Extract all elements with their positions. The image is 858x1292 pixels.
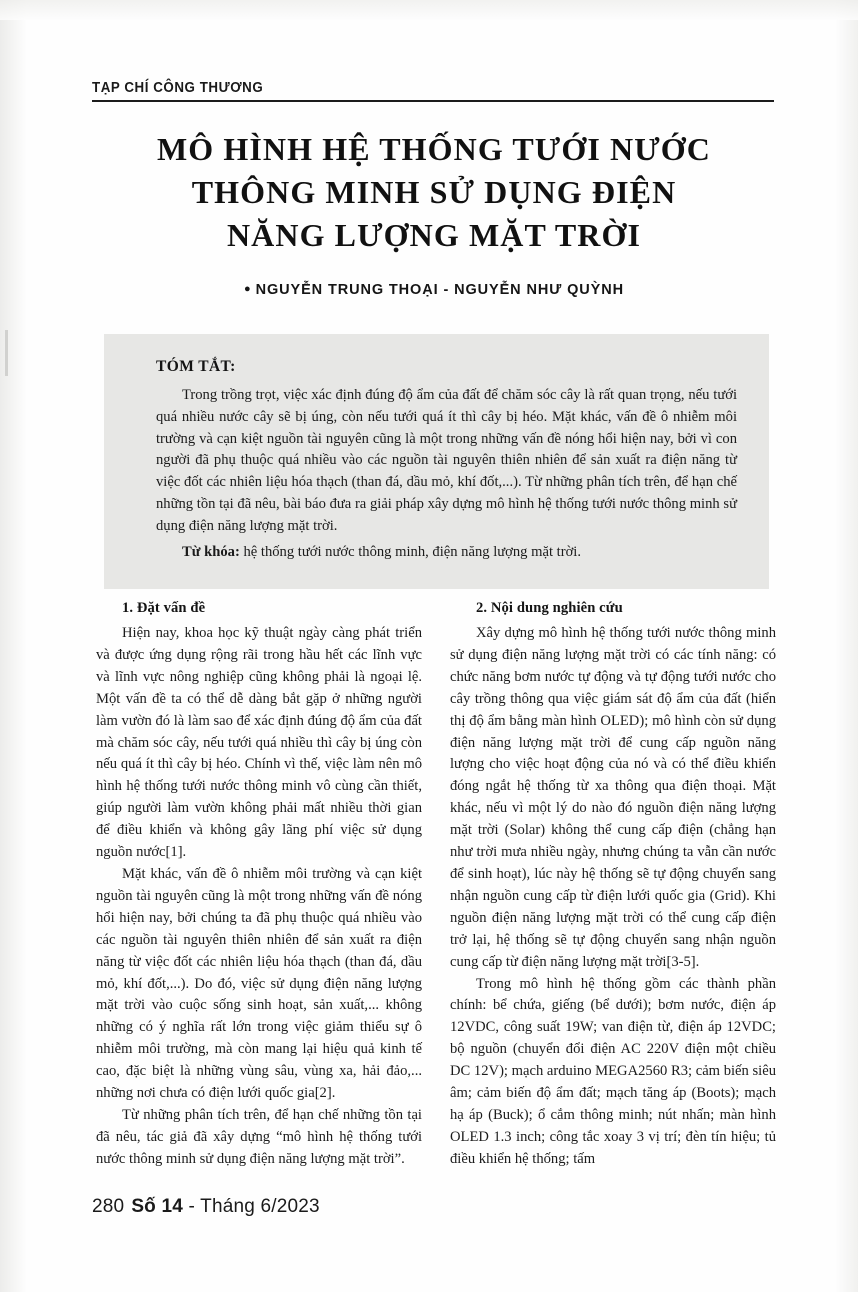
column-right: [450, 600, 776, 1171]
page-edge-mark: [5, 330, 8, 376]
footer-issue: Số 14: [131, 1196, 184, 1217]
left-paragraph-3: Từ những phân tích trên, để hạn chế những tồn tại đã nêu, tác giả đã xây dựng “mô hình hệ thống tưới nước thông minh sử dụng điện năng lượng mặt trời”.: [96, 1106, 422, 1167]
page-edge-shadow-top: [0, 0, 858, 20]
footer-date: - Tháng 6/2023: [188, 1196, 320, 1217]
article-title: [92, 128, 776, 257]
running-head-title: TẠP CHÍ CÔNG THƯƠNG: [92, 80, 264, 96]
body-columns: [96, 600, 776, 1171]
section-heading-2: 2. Nội dung nghiên cứu: [476, 600, 623, 616]
abstract-keywords: [156, 542, 737, 564]
abstract-body: Trong trồng trọt, việc xác định đúng độ ẩm của đất để chăm sóc cây là rất quan trọng, nếu tưới quá nhiều nước cây sẽ bị úng, còn nếu tưới quá ít thì cây bị héo. Mặt khác, vấn đề ô nhiễm môi trường và cạn kiệt nguồn tài nguyên cũng là một trong những vấn đề nóng hổi hiện nay, bởi vì con người đã phụ thuộc quá nhiều vào các nguồn tài nguyên thiên nhiên để sản xuất ra điện năng từ việc đốt các nhiên liệu hóa thạch (than đá, dầu mỏ, khí đốt,...). Từ những phân tích trên, để hạn chế những tồn tại đã nêu, bài báo đưa ra giải pháp xây dựng mô hình hệ thống tưới nước thông minh sử dụng điện năng lượng mặt trời.: [156, 387, 737, 534]
page-footer: [92, 1196, 320, 1218]
left-paragraph-1: Hiện nay, khoa học kỹ thuật ngày càng phát triển và được ứng dụng rộng rãi trong hầu hết các lĩnh vực và lĩnh vực nông nghiệp cũng không phải là ngoại lệ. Một vấn đề ta có thể dễ dàng bắt gặp ở những người làm vườn đó là làm sao để xác định đúng độ ẩm của đất mà chăm sóc cây, nếu tưới quá nhiều thì cây bị úng còn nếu quá ít thì cây bị héo. Chính vì thế, việc làm nên mô hình hệ thống tưới nước thông minh vô cùng cần thiết, giúp người làm vườn không phải mất nhiều thời gian để điều khiển và không gây lãng phí việc sử dụng nguồn nước[1].: [96, 625, 422, 861]
right-paragraph-1: Xây dựng mô hình hệ thống tưới nước thông minh sử dụng điện năng lượng mặt trời có các tính năng: có chức năng bơm nước tự động và tự động tưới nước cho cây trồng thông qua việc giám sát độ ẩm của đất (hiển thị độ ẩm bằng màn hình OLED); mô hình còn sử dụng điện năng lượng mặt trời để cung cấp nguồn năng lượng cho việc hoạt động của nó và có thể điều khiển đóng ngắt hệ thống từ xa thông qua điện thoại. Mặt khác, nếu vì một lý do nào đó nguồn điện năng lượng mặt trời (Solar) không thể cung cấp điện (chẳng hạn như trời mưa nhiều ngày, nhưng chúng ta vẫn cần nước để sinh hoạt), lúc này hệ thống sẽ tự động chuyển sang nhận nguồn cung cấp từ điện lưới quốc gia (Grid). Khi nguồn điện năng lượng mặt trời có thể cung cấp điện trở lại, hệ thống sẽ tự động chuyển sang nhận nguồn cung cấp từ điện năng lượng mặt trời[3-5].: [450, 625, 776, 970]
right-paragraph-2: Trong mô hình hệ thống gồm các thành phần chính: bể chứa, giếng (bể dưới); bơm nước, điện áp 12VDC, công suất 19W; van điện từ, điện áp 12VDC; bộ nguồn (chuyển đổi điện AC 220V điện một chiều DC 12V); mạch arduino MEGA2560 R3; cảm biến siêu âm; cảm biến độ ẩm đất; mạch tăng áp (Boots); mạch hạ áp (Buck); ổ cắm thông minh; nút nhấn; màn hình OLED 1.3 inch; công tắc xoay 3 vị trí; đèn tín hiệu; tủ điều khiển hệ thống; tấm: [450, 975, 776, 1167]
keywords-value: hệ thống tưới nước thông minh, điện năng lượng mặt trời.: [239, 543, 581, 560]
column-left: [96, 600, 422, 1171]
footer-page-number: 280: [92, 1196, 125, 1217]
running-head-rule: [92, 100, 774, 102]
author-byline: [92, 282, 776, 298]
left-paragraph-2: Mặt khác, vấn đề ô nhiễm môi trường và cạn kiệt nguồn tài nguyên cũng là một trong những vấn đề nóng hổi hiện nay, bởi chúng ta đã phụ thuộc quá nhiều vào các nguồn tài nguyên thiên nhiên để sản xuất ra điện năng từ việc đốt các nhiên liệu hóa thạch (than đá, dầu mỏ, khí đốt,...). Do đó, việc sử dụng điện năng lượng mặt trời vào cuộc sống sinh hoạt, sản xuất,... không những có ý nghĩa rất lớn trong việc giảm thiểu sự ô nhiễm môi trường, mà còn mang lại hiệu quả kinh tế cao, đặc biệt là những vùng sâu, vùng xa, hải đảo,... những nơi chưa có điện lưới quốc gia[2].: [96, 865, 422, 1102]
page-edge-shadow-left: [0, 0, 26, 1292]
article-title-line-2: THÔNG MINH SỬ DỤNG ĐIỆN: [191, 174, 677, 210]
article-title-line-1: MÔ HÌNH HỆ THỐNG TƯỚI NƯỚC: [157, 131, 711, 167]
abstract-heading: TÓM TẮT:: [156, 358, 236, 375]
author-names: NGUYỄN TRUNG THOẠI - NGUYỄN NHƯ QUỲNH: [255, 282, 624, 298]
running-head: [92, 80, 772, 102]
keywords-label: Từ khóa:: [182, 543, 240, 560]
page-edge-shadow-right: [836, 0, 858, 1292]
section-heading-1: 1. Đặt vấn đề: [122, 600, 206, 616]
abstract-box: [104, 334, 769, 589]
bullet-icon: ●: [244, 283, 252, 295]
article-title-line-3: NĂNG LƯỢNG MẶT TRỜI: [226, 217, 642, 253]
